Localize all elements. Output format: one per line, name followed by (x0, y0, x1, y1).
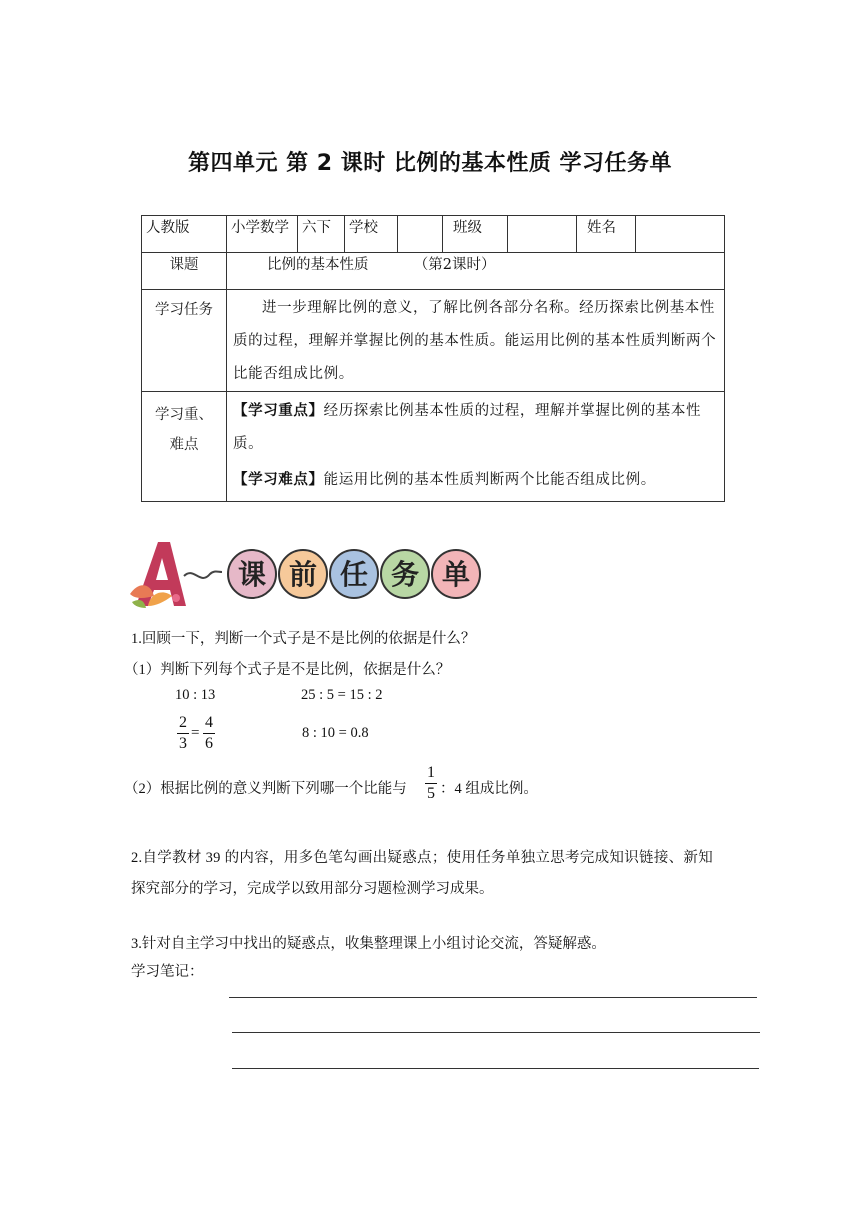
task-cell (227, 290, 725, 392)
question-3: 3.针对自主学习中找出的疑惑点，收集整理课上小组讨论交流，答疑解惑。 (131, 936, 606, 952)
fraction-b-numerator: 4 (205, 714, 213, 731)
info-row-topic (142, 253, 725, 290)
class-field[interactable] (508, 216, 577, 253)
note-line-3[interactable] (232, 1068, 759, 1069)
pre-class-task-banner (128, 536, 488, 612)
task-label: 学习任务 (142, 290, 227, 392)
keys-label (142, 392, 227, 502)
school-label: 学校 (345, 216, 398, 253)
question-1-2-prefix: （2）根据比例的意义判断下列哪一个比能与 (124, 781, 407, 797)
fraction-a-numerator: 2 (179, 714, 187, 731)
fraction-b (203, 714, 215, 753)
subject-cell: 小学数学 (227, 216, 298, 253)
info-row-header (142, 216, 725, 253)
key-point-tag: 【学习重点】 (233, 402, 324, 419)
expression-b: 25 : 5 = 15 : 2 (301, 687, 383, 703)
question-1-2-suffix: ：4 组成比例。 (440, 781, 538, 797)
topic-cell (227, 253, 725, 290)
banner-circles (228, 550, 480, 598)
note-line-1[interactable] (229, 997, 757, 998)
keys-cell (227, 392, 725, 502)
fraction-equals: = (191, 725, 200, 741)
note-line-2[interactable] (232, 1032, 760, 1033)
fraction-c-denominator: 5 (427, 785, 435, 802)
notes-label: 学习笔记： (131, 964, 204, 980)
info-table (141, 215, 725, 502)
difficulty-tag: 【学习难点】 (233, 471, 324, 488)
topic-label: 课题 (142, 253, 227, 290)
grade-cell: 六下 (298, 216, 345, 253)
expression-d: 8 : 10 = 0.8 (302, 725, 369, 741)
task-text: 进一步理解比例的意义，了解比例各部分名称。经历探索比例基本性质的过程，理解并掌握比例的基本性质。能运用比例的基本性质判断两个比能否组成比例。 (233, 300, 717, 382)
banner-connector (184, 572, 222, 578)
banner-char: 前 (288, 558, 318, 591)
question-1-1: （1）判断下列每个式子是不是比例，依据是什么？ (124, 662, 451, 678)
question-2-line-2: 探究部分的学习，完成学以致用部分习题检测学习成果。 (131, 881, 494, 897)
info-row-task (142, 290, 725, 392)
key-point (231, 392, 720, 461)
question-2-line-1: 2.自学教材 39 的内容，用多色笔勾画出疑惑点；使用任务单独立思考完成知识链接、新知 (131, 850, 714, 866)
topic-session: （第2课时） (413, 257, 496, 273)
name-label: 姓名 (577, 216, 636, 253)
fraction-a (177, 714, 189, 753)
banner-letter: A (188, 576, 189, 577)
expression-a: 10 : 13 (175, 687, 216, 703)
keys-label-1: 学习重、 (155, 407, 213, 423)
school-field[interactable] (398, 216, 443, 253)
publisher-cell: 人教版 (142, 216, 227, 253)
name-field[interactable] (636, 216, 725, 253)
class-label: 班级 (443, 216, 508, 253)
fraction-c-numerator: 1 (427, 764, 435, 781)
question-1: 1.回顾一下，判断一个式子是不是比例的依据是什么？ (131, 631, 476, 647)
page-title: 第四单元 第 2 课时 比例的基本性质 学习任务单 (187, 151, 673, 176)
key-point-text: 经历探索比例基本性质的过程，理解并掌握比例的基本性质。 (233, 403, 702, 452)
topic-value: 比例的基本性质 (267, 257, 369, 273)
banner-char: 务 (390, 558, 420, 591)
keys-label-2: 难点 (169, 437, 199, 453)
difficulty (231, 461, 720, 501)
fraction-a-denominator: 3 (179, 735, 187, 752)
banner-char: 课 (237, 558, 267, 591)
fraction-b-denominator: 6 (205, 735, 213, 752)
fraction-c (425, 764, 437, 803)
banner-char: 单 (441, 558, 471, 591)
letter-a-logo (130, 542, 189, 608)
difficulty-text: 能运用比例的基本性质判断两个比能否组成比例。 (323, 472, 656, 488)
info-row-keys (142, 392, 725, 502)
banner-char: 任 (339, 558, 369, 591)
